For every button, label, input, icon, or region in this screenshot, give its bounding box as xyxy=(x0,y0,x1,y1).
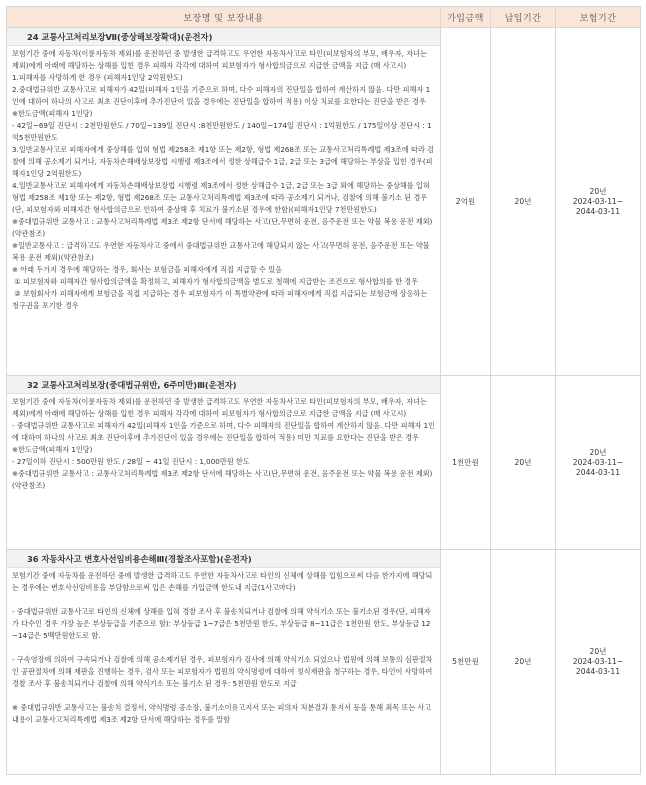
table-row xyxy=(7,376,641,550)
description-line: 4.일반교통사고로 피해자에게 자동차손해배상보장법 시행령 제3조에서 정한 상해급수 1급, 2급 또는 3급 외에 해당하는 중상해를 입혀 형법 제258조 제1항 또는 제2항, 형법 제268조 또는 교통사고처리특례법 제3조에 따라 공소제기 되거나, 검찰에 의해 불기소 된 경우(단, 피보험자와 피해자간 형사합의금으로 인하여 중상해 후 치료가 불기소된 경우에 한함)(피해자1인당 7천만원한도) xyxy=(12,181,433,214)
payment-period-cell: 20년 xyxy=(491,28,556,376)
description-line: ※중대법규위반 교통사고 : 교통사고처리특례법 제3조 제2항 단서에 해당하는 사고(단,무면허 운전, 음주운전 또는 약물 복용 운전 제외)(약관참조) xyxy=(12,469,433,490)
insurance-period-line: 20년 xyxy=(589,447,607,457)
description-line: - 27일이하 진단시 : 500만원 한도 / 28일 ~ 41일 진단시 : 1,000만원 한도 xyxy=(12,457,250,466)
description-line: 보험기간 중에 자동차(이륜자동차 제외)를 운전하던 중 발생한 급격하고도 우연한 자동차사고로 타인(피보험자의 부모, 배우자, 자녀는 제외)에게 아래에 해당하는 상해를 입힌 경우 피해자 각각에 대하여 피보험자가 형사합의금으로 지급한 금액을 지급 (매 사고시) xyxy=(12,397,430,418)
insurance-period-line: 2024-03-11~ xyxy=(572,657,624,666)
amount-cell: 5천만원 xyxy=(441,550,491,775)
description-line xyxy=(12,642,436,654)
table-header-row xyxy=(7,7,641,28)
description-line: - 중대법규위반 교통사고로 피해자가 42일(피해자 1인을 기준으로 하며, 다수 피해자의 진단일을 합하여 계산하지 않음. 다만 피해자 1인에 대하여 하나의 사고로 최초 진단이후에 추가진단이 있을 경우에는 진단일을 합하여 적용) 미만 치료를 요한다는 진단을 받은 경우 xyxy=(12,421,436,442)
insurance-period-line: 2044-03-11 xyxy=(575,467,621,477)
description-line: ※일반교통사고 : 급격하고도 우연한 자동차사고 중에서 중대법규위반 교통사고에 해당되지 않는 사고(무면허 운전, 음주운전 또는 약물 복용 운전 제외)(약관참조) xyxy=(12,241,432,262)
description-line: ② 보험회사가 피해자에게 보험금을 직접 지급하는 경우 피보험자가 이 특별약관에 따라 피해자에게 직접 지급되는 보험금에 상응하는 청구권을 포기한 경우 xyxy=(12,289,430,310)
amount-cell: 1천만원 xyxy=(441,376,491,550)
insurance-period-line: 2044-03-11 xyxy=(575,667,621,676)
description-line: ① 피보험자와 피해자간 형사합의금액을 확정하고, 피해자가 형사합의금액을 별도로 청해에 지급받는 조건으로 형사합의를 한 경우 xyxy=(12,277,419,286)
coverage-cell xyxy=(7,550,441,775)
coverage-description xyxy=(7,568,440,729)
description-line: ※한도금액(피해자 1인당) xyxy=(12,445,93,454)
coverage-table-container xyxy=(6,6,640,775)
coverage-title: 32 교통사고처리보장(중대법규위반, 6주미만)Ⅲ(운전자) xyxy=(7,376,440,394)
coverage-title: 36 자동차사고 변호사선임비용손해Ⅲ(경찰조사포함)(운전자) xyxy=(7,550,440,568)
description-line: 보험기간 중에 자동차(이륜자동차 제외)를 운전하던 중 발생한 급격하고도 우연한 자동차사고로 타인(피보험자의 부모, 배우자, 자녀는 제외)에게 아래에 해당하는 상해를 입힌 경우 피해자 각각에 대하여 피보험자가 형사합의금으로 지급한 금액을 지급 (매 사고시) xyxy=(12,49,430,70)
coverage-cell xyxy=(7,28,441,376)
insurance-period-line: 2024-03-11~ xyxy=(572,457,624,467)
description-line: ※중대법규위반 교통사고 : 교통사고처리특례법 제3조 제2항 단서에 해당하는 사고(단,무면허 운전, 음주운전 또는 약물 복용 운전 제외)(약관참조) xyxy=(12,217,433,238)
description-line xyxy=(12,690,436,702)
coverage-cell xyxy=(7,376,441,550)
table-row xyxy=(7,550,641,775)
insurance-period-line: 20년 xyxy=(589,647,607,656)
header-coverage: 보장명 및 보장내용 xyxy=(7,7,441,28)
payment-period-cell: 20년 xyxy=(491,550,556,775)
coverage-description xyxy=(7,394,440,495)
description-line: 보험기간 중에 자동차를 운전하던 중에 발생한 급격하고도 우연한 자동차사고로 타인의 신체에 상해를 입힘으로써 다음 한가지에 해당되는 경우에는 변호사선임비용을 부담함으로써 입은 손해를 가입금액 한도내 지급(1사고마다) xyxy=(12,571,433,592)
description-line: ※ 중대법규위반 교통사고는 불송치 결정서, 약식명령 공소장, 불기소이유고지서 또는 피의자 처분결과 통지서 등을 통해 죄목 또는 사고내용이 교통사고처리특례법 제3조 제2항 단서에 해당하는 경우를 말함 xyxy=(12,703,432,724)
description-line: 3.일반교통사고로 피해자에게 중상해를 입혀 형법 제258조 제1항 또는 제2항, 형법 제268조 또는 교통사고처리특례법 제3조에 따라 검찰에 의해 공소제기 되거나, 자동차손해배상보장법 시행령 제3조에서 정한 상해급수 1급, 2급 또는 3급에 해당하는 부상을 입힌 경우(피해자1인당 2억원한도) xyxy=(12,145,435,178)
coverage-title: 24 교통사고처리보장Ⅶ(중상해보장확대)(운전자) xyxy=(7,28,440,46)
description-line: 2.중대법규위반 교통사고로 피해자가 42일(피해자 1인을 기준으로 하며, 다수 피해자의 진단일을 합하여 계산하지 않음. 다만 피해자 1인에 대하여 하나의 사고로 최초 진단이후에 추가진단이 있을 경우에는 진단일을 합하여 적용) 이상 치료를 요한다는 진단을 받은 경우 xyxy=(12,85,431,106)
insurance-period-cell xyxy=(556,28,641,376)
description-line xyxy=(12,594,436,606)
description-line: ※ 아래 두가지 경우에 해당하는 경우, 회사는 보험금을 피해자에게 직접 지급할 수 있음 xyxy=(12,265,283,274)
description-line: ※한도금액(피해자 1인당) xyxy=(12,109,93,118)
header-insurance-period: 보험기간 xyxy=(556,7,641,28)
description-line: - 42일~69일 진단시 : 2천만원한도 / 70일~139일 진단시 :8천만원한도 / 140일~174일 진단시 : 1억원한도 / 175일이상 진단시 : 1억5천만원한도 xyxy=(12,121,432,142)
description-line: 1.피해자를 사망하게 한 경우 (피해자1인당 2억원한도) xyxy=(12,73,183,82)
insurance-period-line: 20년 xyxy=(589,186,607,196)
insurance-period-line: 2044-03-11 xyxy=(575,206,621,216)
coverage-table xyxy=(6,6,641,775)
payment-period-cell: 20년 xyxy=(491,376,556,550)
description-line: - 중대법규위반 교통사고로 타인의 신체에 상해를 입혀 경찰 조사 후 불송치되거나 검찰에 의해 약식기소 또는 불기소된 경우(단, 피해자가 다수인 경우 가장 높은 부상등급을 기준으로 함): 부상등급 1~7급은 5천만원 한도, 부상등급 8~11급은 1천만원 한도, 부상등급 12~14급은 5백만원한도로 함. xyxy=(12,607,431,640)
insurance-period-cell xyxy=(556,376,641,550)
description-line: - 구속영장에 의하여 구속되거나 검찰에 의해 공소제기된 경우, 피보험자가 검사에 의해 약식기소 되었으나 법원에 의해 보통의 심판절차인 공판절차에 의해 재판을 진행하는 경우, 검사 또는 피보험자가 법원의 약식명령에 대하여 정식재판을 청구하는 경우, 타인이 사망하여 경찰 조사 후 불송치되거나 검찰에 의해 약식기소 또는 불기소 된 경우: 5천만원 한도로 지급 xyxy=(12,655,435,688)
table-row xyxy=(7,28,641,376)
coverage-description xyxy=(7,46,440,315)
header-payment-period: 납입기간 xyxy=(491,7,556,28)
amount-cell: 2억원 xyxy=(441,28,491,376)
insurance-period-line: 2024-03-11~ xyxy=(572,196,624,206)
insurance-period-cell xyxy=(556,550,641,775)
header-amount: 가입금액 xyxy=(441,7,491,28)
